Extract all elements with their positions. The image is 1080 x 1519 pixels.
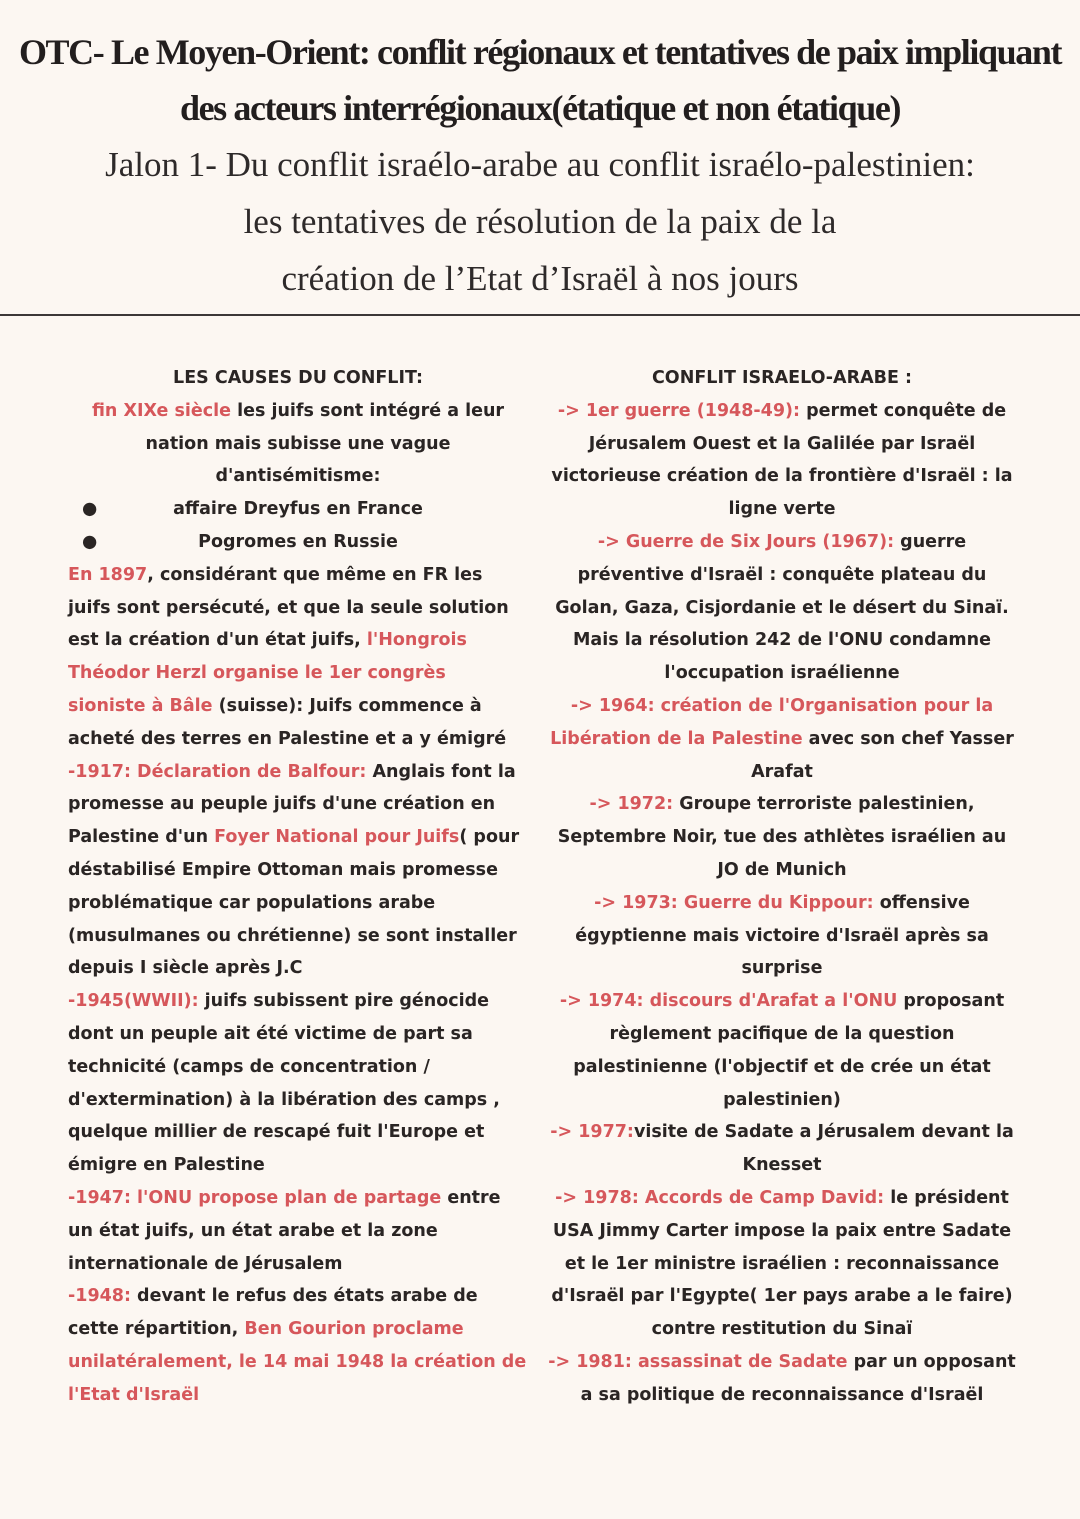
timeline-entry: -> 1972: Groupe terroriste palestinien, Septembre Noir, tue des athlètes israélien au JO de Munich	[557, 794, 1007, 880]
subtitle-line-1: Jalon 1- Du conflit israélo-arabe au conflit israélo-palestinien:	[105, 145, 975, 184]
conflict-column	[548, 362, 1016, 1412]
intro-highlight: fin XIXe siècle	[91, 400, 231, 421]
title-line-2: des acteurs interrégionaux(étatique et non étatique)	[179, 88, 901, 128]
page-header	[0, 0, 1080, 315]
bullet-icon: ●	[82, 499, 98, 520]
causes-column	[68, 362, 528, 1412]
paragraph-1945: -1945(WWII): juifs subissent pire génocide dont un peuple ait été victime de part sa technicité (camps de concentration / d'extermination) à la libération des camps , quelque millier de rescapé fuit l'Europe et émigre en Palestine	[68, 991, 500, 1176]
header-divider	[0, 314, 1080, 316]
timeline-entry: -> Guerre de Six Jours (1967): guerre préventive d'Israël : conquête plateau du Golan, Gaza, Cisjordanie et le désert du Sinaï. Mais la résolution 242 de l'ONU condamne l'occupation israélienne	[555, 531, 1009, 684]
page-title	[0, 24, 1080, 136]
antisemitism-list	[68, 493, 528, 559]
timeline-entry: -> 1964: création de l'Organisation pour la Libération de la Palestine avec son chef Yasser Arafat	[550, 695, 1014, 782]
intro-paragraph	[68, 395, 528, 493]
subtitle-line-2: les tentatives de résolution de la paix de la	[243, 202, 837, 241]
timeline-entry: -> 1973: Guerre du Kippour: offensive égyptienne mais victoire d'Israël après sa surprise	[575, 892, 989, 979]
timeline-entry: -> 1974: discours d'Arafat a l'ONU proposant règlement pacifique de la question palestinienne (l'objectif et de crée un état palestinien)	[559, 991, 1005, 1110]
subtitle-line-3: création de l’Etat d’Israël à nos jours	[281, 259, 799, 298]
intro-text: les juifs sont intégré a leur nation mais subisse une vague d'antisémitisme:	[145, 400, 505, 487]
page-subtitle	[0, 136, 1080, 307]
bullet-icon: ●	[82, 531, 98, 552]
causes-heading: LES CAUSES DU CONFLIT:	[173, 368, 423, 388]
timeline-entry: -> 1er guerre (1948-49): permet conquête de Jérusalem Ouest et la Galilée par Israël victorieuse création de la frontière d'Israël : la ligne verte	[551, 400, 1013, 520]
timeline-entry: -> 1977:visite de Sadate a Jérusalem devant la Knesset	[550, 1122, 1014, 1176]
list-item: ● Pogromes en Russie	[68, 526, 528, 559]
title-line-1: OTC- Le Moyen-Orient: conflit régionaux et tentatives de paix impliquant	[18, 32, 1062, 72]
paragraph-1947: -1947: l'ONU propose plan de partage entre un état juifs, un état arabe et la zone internationale de Jérusalem	[68, 1187, 501, 1274]
list-item: ● affaire Dreyfus en France	[68, 493, 528, 526]
paragraph-1897: En 1897, considérant que même en FR les juifs sont persécuté, et que la seule solution est la création d'un état juifs, l'Hongrois Théodor Herzl organise le 1er congrès sioniste à Bâle (suisse): Juifs commence à acheté des terres en Palestine et a y émigré	[68, 564, 509, 749]
timeline-entry: -> 1981: assassinat de Sadate par un opposant a sa politique de reconnaissance d'Israël	[548, 1351, 1016, 1405]
conflict-heading: CONFLIT ISRAELO-ARABE :	[651, 368, 913, 388]
timeline-entry: -> 1978: Accords de Camp David: le président USA Jimmy Carter impose la paix entre Sadate et le 1er ministre israélien : reconnaissance d'Israël par l'Egypte( 1er pays arabe a le faire) contre restitution du Sinaï	[551, 1187, 1013, 1340]
paragraph-1948: -1948: devant le refus des états arabe de cette répartition, Ben Gourion proclame unilatéralement, le 14 mai 1948 la création de l'Etat d'Israël	[68, 1286, 527, 1405]
paragraph-1917: -1917: Déclaration de Balfour: Anglais font la promesse au peuple juifs d'une création en Palestine d'un Foyer National pour Juifs( pour déstabilisé Empire Ottoman mais promesse problématique car populations arabe (musulmanes ou chrétienne) se sont installer depuis I siècle après J.C	[68, 761, 520, 979]
